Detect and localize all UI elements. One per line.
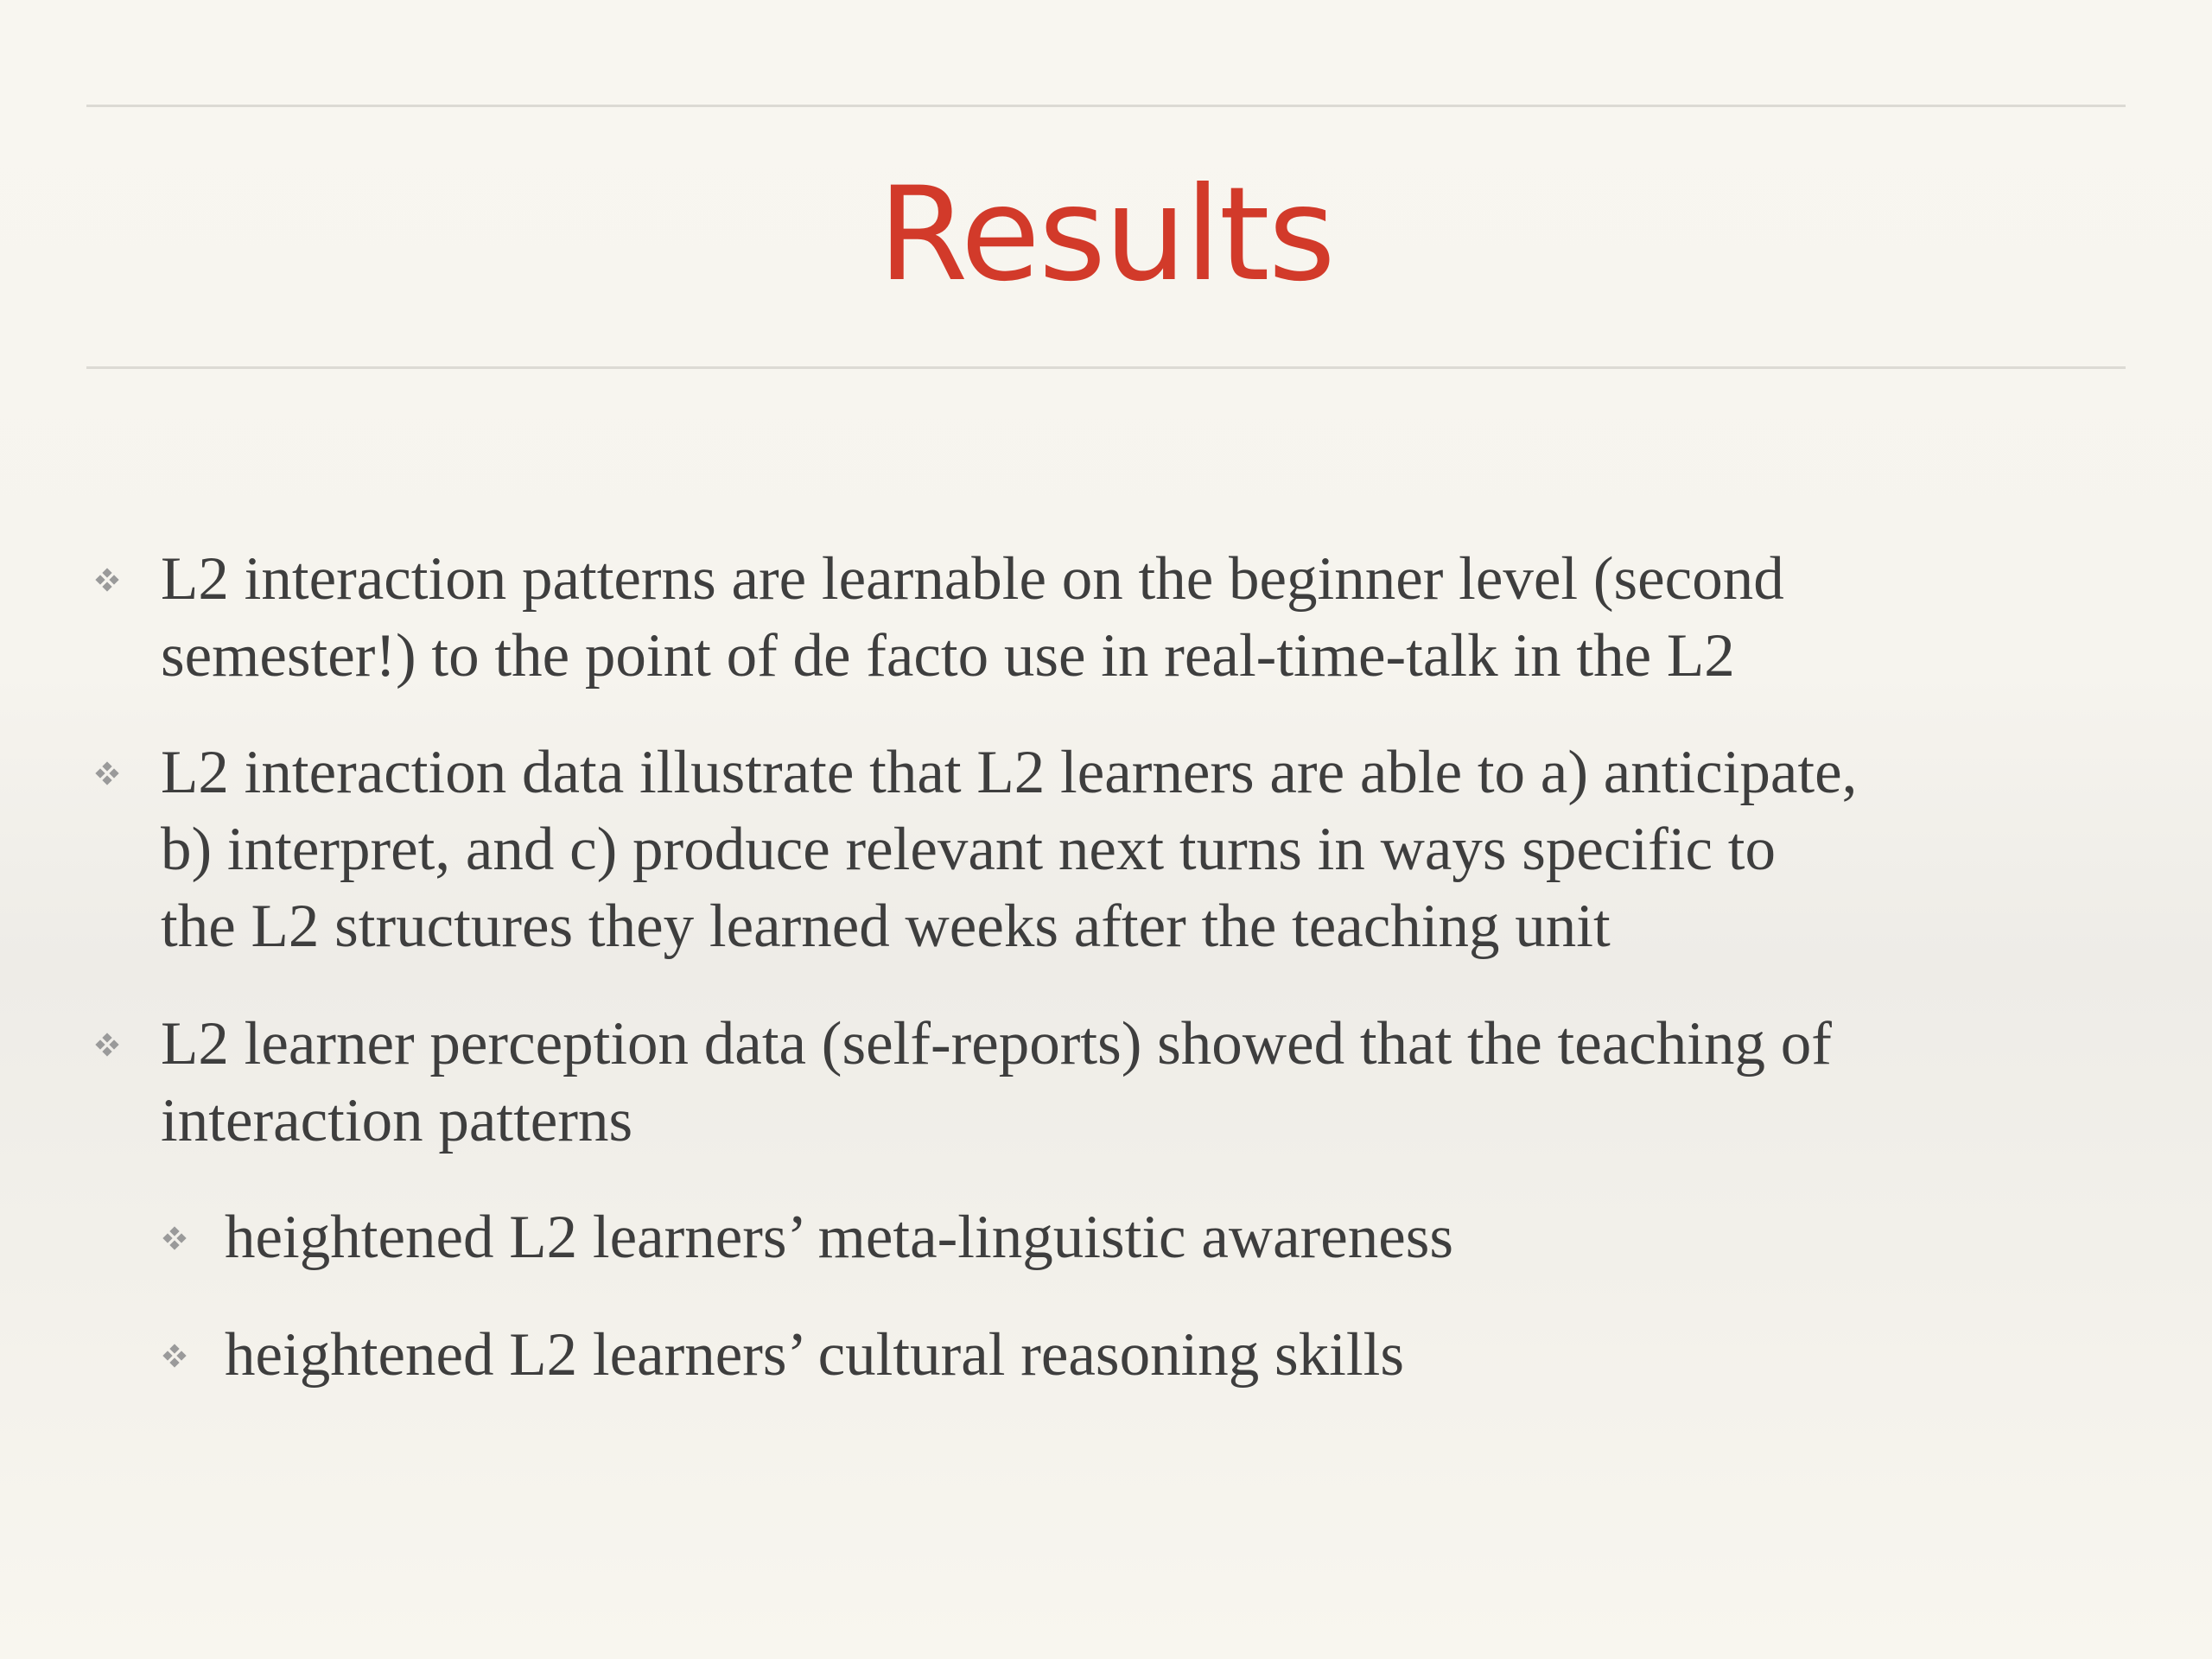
bullet-icon	[162, 1344, 187, 1368]
bullet-line: b) interpret, and c) produce relevant next turns in ways specific to	[161, 816, 1776, 883]
bullet-line: L2 learner perception data (self-reports) showed that the teaching of	[161, 1010, 1832, 1077]
slide-title: Results	[878, 160, 1334, 310]
top-divider	[86, 105, 2126, 107]
sub-bullet-item	[225, 1317, 2126, 1394]
bullet-icon	[162, 1226, 187, 1250]
bullet-line: interaction patterns	[161, 1087, 633, 1154]
bullet-icon	[95, 1033, 119, 1057]
bullet-item	[161, 1006, 2113, 1160]
sub-bullet-text: heightened L2 learners’ meta-linguistic awareness	[225, 1204, 1454, 1271]
bullet-line: semester!) to the point of de facto use in real-time-talk in the L2	[161, 622, 1735, 690]
bullet-icon	[95, 568, 119, 592]
bullet-line: the L2 structures they learned weeks after the teaching unit	[161, 893, 1611, 960]
bullet-item	[161, 734, 2113, 965]
bottom-divider	[86, 366, 2126, 369]
sub-bullet-text: heightened L2 learners’ cultural reasoning skills	[225, 1321, 1404, 1389]
bullet-line: L2 interaction patterns are learnable on the beginner level (second	[161, 545, 1784, 613]
bullet-item	[161, 541, 2113, 695]
bullet-line: L2 interaction data illustrate that L2 learners are able to a) anticipate,	[161, 739, 1858, 806]
bullet-icon	[95, 761, 119, 785]
sub-bullet-item	[225, 1199, 2126, 1276]
